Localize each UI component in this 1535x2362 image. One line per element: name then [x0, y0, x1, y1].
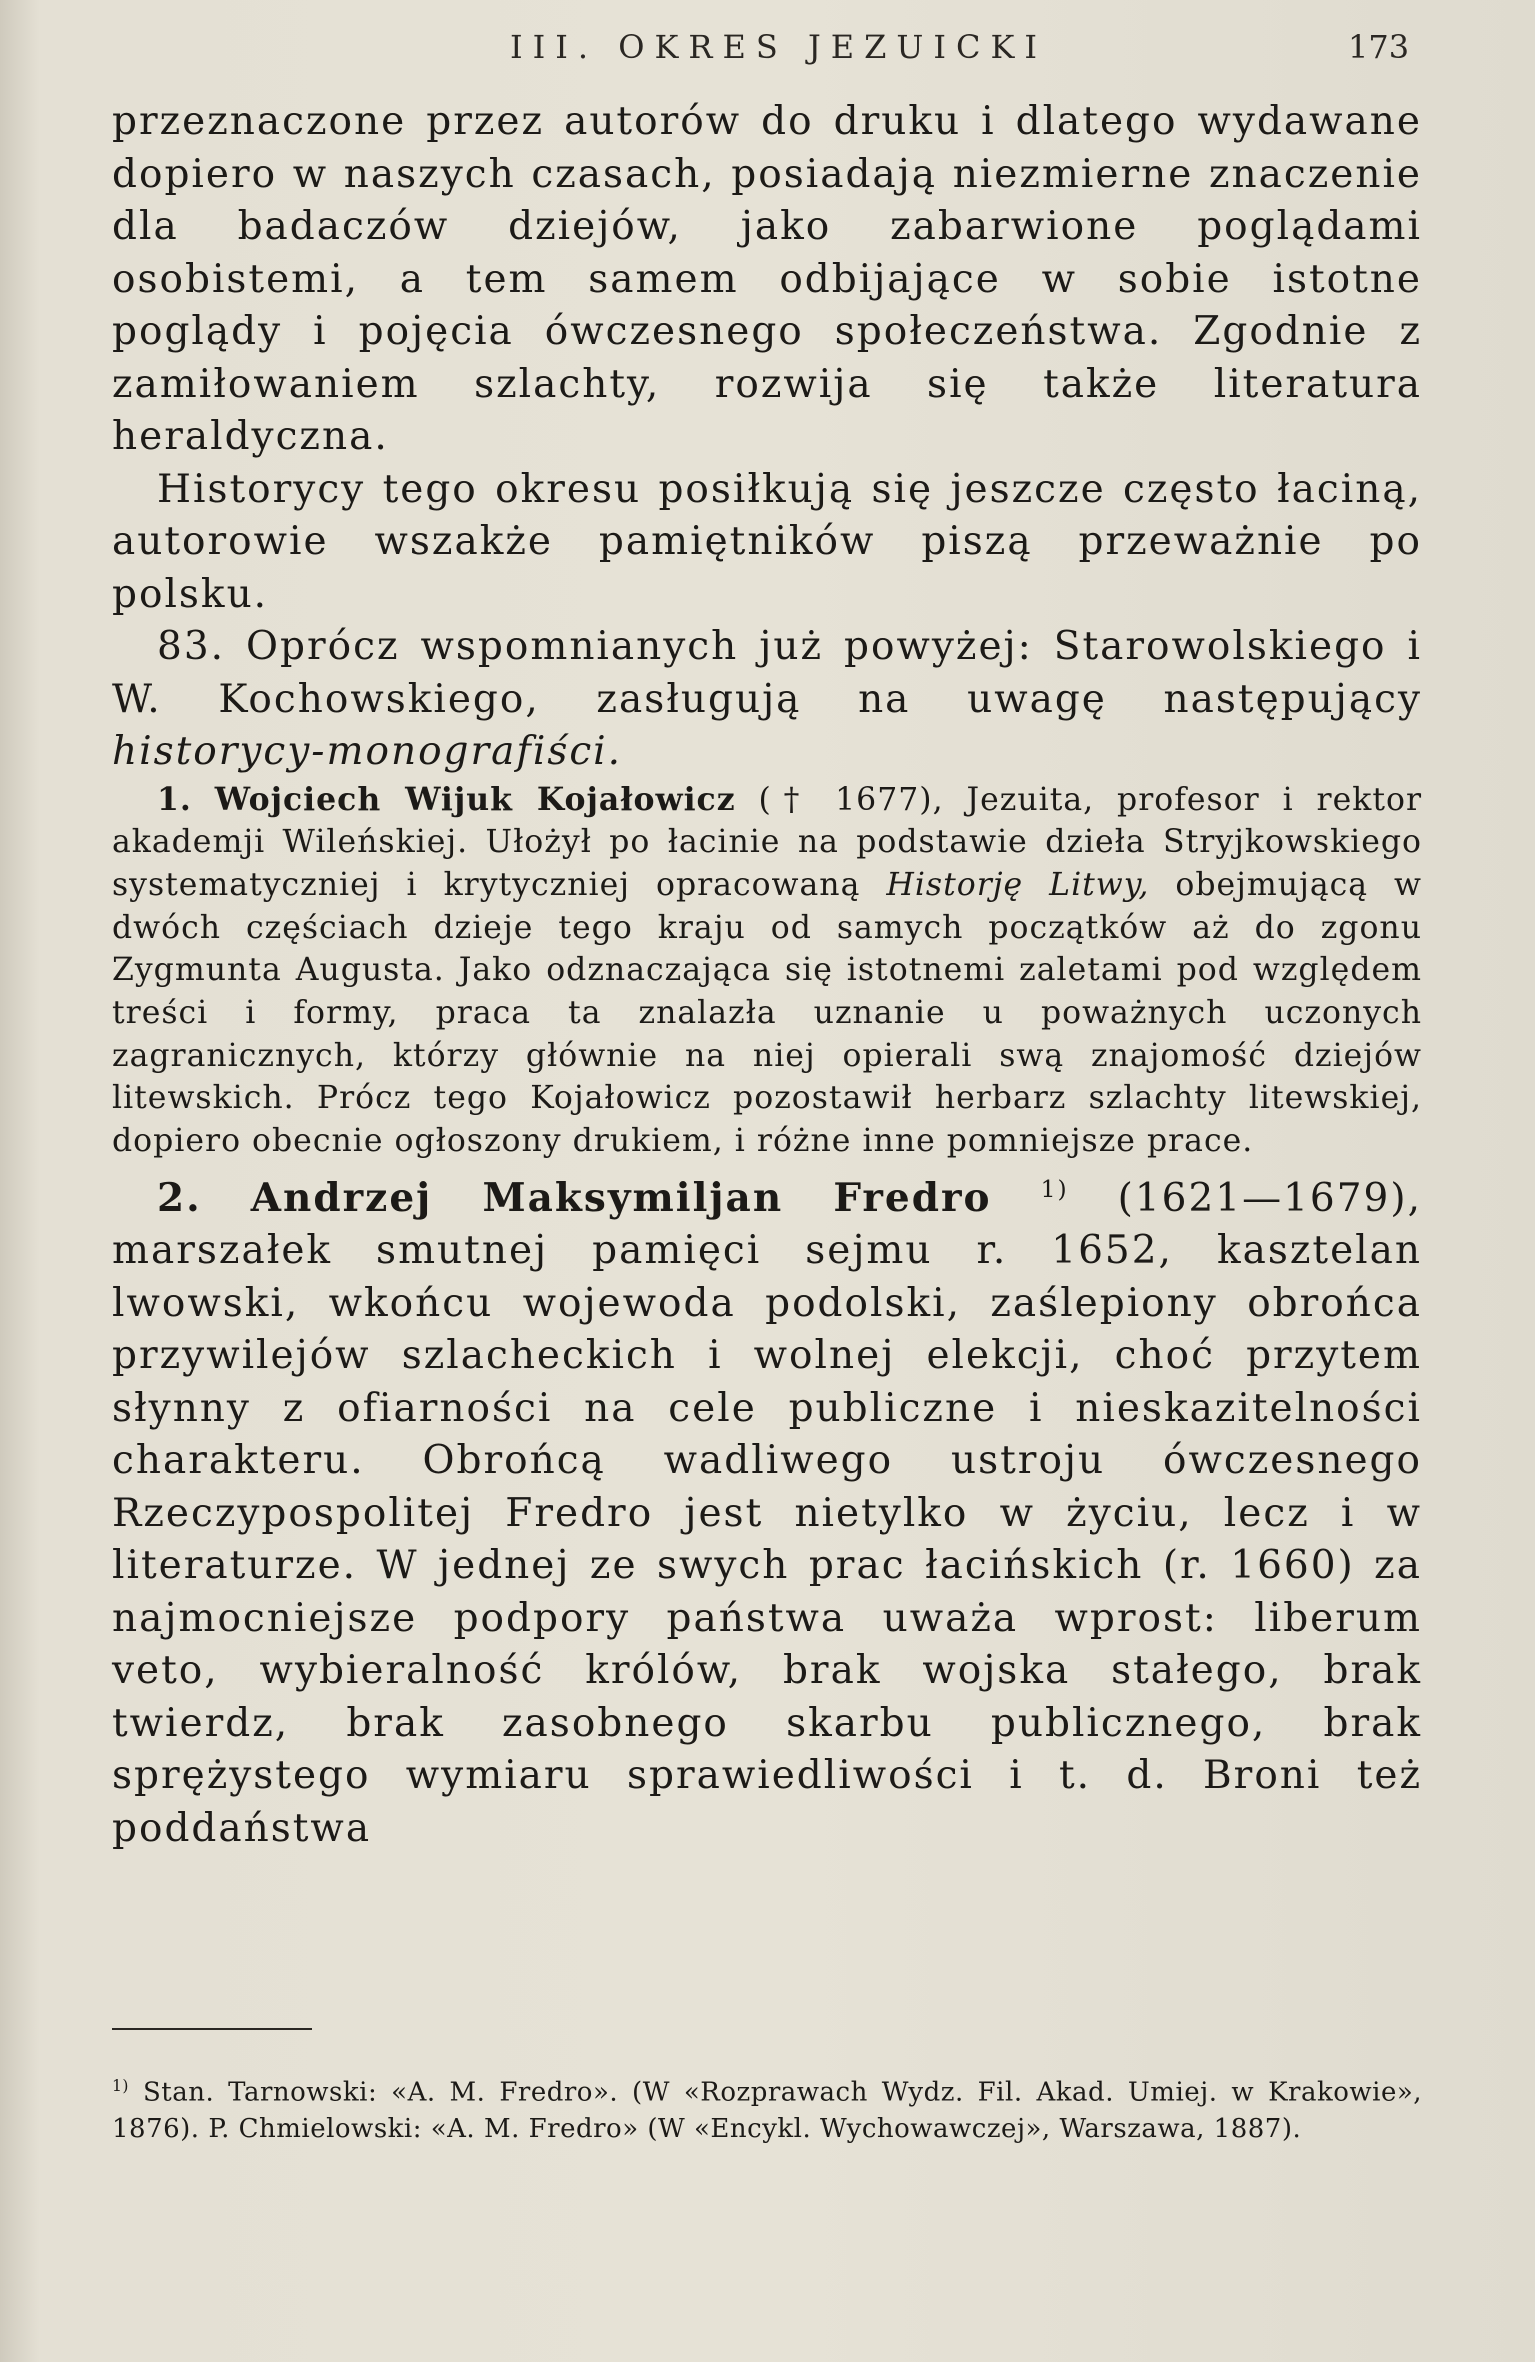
- entry-text-2: obejmującą w dwóch częściach dzieje tego kraju od samych początków aż do zgonu Zygmunta Augusta. Jako odznaczająca się istotnemi zaletami pod względem treści i formy, praca ta znalazła uznanie u poważnych uczonych zagranicznych, którzy głównie na niej opierali swą znajomość dziejów litewskich. Prócz tego Kojałowicz pozostawił herbarz szlachty litewskiej, dopiero obecnie ogłoszony drukiem, i różne inne pomniejsze prace.: [112, 866, 1422, 1160]
- section-text: Oprócz wspomnianych już powyżej: Starowolskiego i W. Kochowskiego, zasługują na uwagę następujący: [112, 624, 1422, 722]
- footnote-mark: 1): [112, 2077, 130, 2095]
- page-body: [112, 96, 1422, 1855]
- section-number: 83.: [157, 624, 226, 669]
- entry-text: (1621—1679), marszałek smutnej pamięci sejmu r. 1652, kasztelan lwowski, wkońcu wojewoda podolski, zaślepiony obrońca przywilejów szlacheckich i wolnej elekcji, choć przytem słynny z ofiarności na cele publiczne i nieskazitelności charakteru. Obrońcą wadliwego ustroju ówczesnego Rzeczypospolitej Fredro jest nietylko w życiu, lecz i w literaturze. W jednej ze swych prac łacińskich (r. 1660) za najmocniejsze podpory państwa uważa wprost: liberum veto, wybieralność królów, brak wojska stałego, brak twierdz, brak zasobnego skarbu publicznego, brak sprężystego wymiaru sprawiedliwości i t. d. Broni też poddaństwa: [112, 1175, 1422, 1851]
- entry-fredro: [112, 1163, 1422, 1856]
- footnote-text: Stan. Tarnowski: «A. M. Fredro». (W «Rozprawach Wydz. Fil. Akad. Umiej. w Krakowie», 1876). P. Chmielowski: «A. M. Fredro» (W «Encykl. Wychowawczej», Warszawa, 1887).: [112, 2077, 1422, 2144]
- entry-number: 1.: [157, 780, 192, 818]
- running-header: [0, 28, 1535, 78]
- footnote: [112, 2068, 1422, 2147]
- section-83: [112, 621, 1422, 779]
- entry-name: Wojciech Wijuk Kojałowicz: [214, 780, 736, 818]
- paragraph-historians: Historycy tego okresu posiłkują się jeszcze często łaciną, autorowie wszakże pamiętników piszą przeważnie po polsku.: [112, 466, 1422, 617]
- entry-number: 2.: [157, 1174, 202, 1221]
- page-number: 173: [1348, 28, 1410, 66]
- paragraph-continuation: przeznaczone przez autorów do druku i dlatego wydawane dopiero w naszych czasach, posiadają niezmierne znaczenie dla badaczów dziejów, jako zabarwione poglądami osobistemi, a tem samem odbijające w sobie istotne poglądy i pojęcia ówczesnego społeczeństwa. Zgodnie z zamiłowaniem szlachty, rozwija się także literatura heraldyczna.: [112, 99, 1422, 459]
- footnote-reference: 1): [1040, 1174, 1069, 1203]
- entry-italic-title: Historję Litwy,: [886, 866, 1150, 903]
- chapter-title: III. OKRES JEZUICKI: [510, 28, 1048, 66]
- footnote-divider: [112, 2028, 312, 2030]
- entry-name: Andrzej Maksymiljan Fredro: [250, 1174, 992, 1221]
- entry-kojalowicz: [112, 779, 1422, 1163]
- entry-text-1: († 1677), Jezuita, profesor i rektor akademji Wileńskiej. Ułożył po łacinie na podstawie dzieła Stryjkowskiego systematyczniej i krytyczniej opracowaną: [112, 781, 1423, 903]
- section-italic-term: historycy-monografiści.: [112, 729, 623, 774]
